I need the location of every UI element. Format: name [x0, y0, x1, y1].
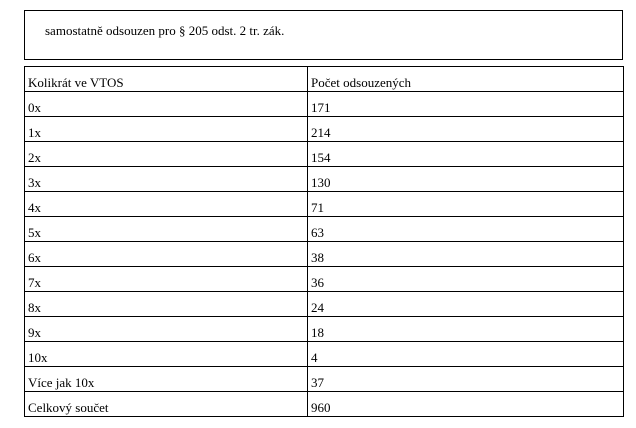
cell-count: 130: [308, 167, 624, 192]
table-row: [25, 142, 624, 167]
table-row: [25, 167, 624, 192]
cell-count: 38: [308, 242, 624, 267]
table-row: [25, 217, 624, 242]
table-total-row: [25, 392, 624, 417]
cell-count: 36: [308, 267, 624, 292]
cell-times: 9x: [25, 317, 308, 342]
table-row: [25, 267, 624, 292]
cell-times: 3x: [25, 167, 308, 192]
cell-count: 154: [308, 142, 624, 167]
cell-count: 37: [308, 367, 624, 392]
table-row: [25, 342, 624, 367]
cell-count: 214: [308, 117, 624, 142]
cell-total-label: Celkový součet: [25, 392, 308, 417]
header-times-in-prison: Kolikrát ve VTOS: [25, 67, 308, 92]
cell-times: Více jak 10x: [25, 367, 308, 392]
table-header-row: [25, 67, 624, 92]
cell-times: 4x: [25, 192, 308, 217]
table-caption: samostatně odsouzen pro § 205 odst. 2 tr. zák.: [45, 23, 285, 38]
cell-times: 10x: [25, 342, 308, 367]
cell-times: 0x: [25, 92, 308, 117]
cell-times: 8x: [25, 292, 308, 317]
cell-times: 6x: [25, 242, 308, 267]
cell-count: 71: [308, 192, 624, 217]
table-row: [25, 92, 624, 117]
header-number-convicted: Počet odsouzených: [308, 67, 624, 92]
table-row: [25, 117, 624, 142]
table-row: [25, 242, 624, 267]
clipped-previous-line: [26, 0, 66, 3]
table-row: [25, 317, 624, 342]
cell-count: 18: [308, 317, 624, 342]
table-row: [25, 367, 624, 392]
cell-count: 4: [308, 342, 624, 367]
convictions-table: [24, 66, 624, 417]
cell-count: 24: [308, 292, 624, 317]
cell-total-value: 960: [308, 392, 624, 417]
cell-times: 5x: [25, 217, 308, 242]
cell-times: 7x: [25, 267, 308, 292]
cell-times: 1x: [25, 117, 308, 142]
cell-count: 63: [308, 217, 624, 242]
table-row: [25, 192, 624, 217]
table-row: [25, 292, 624, 317]
table-caption-box: [24, 10, 623, 60]
cell-times: 2x: [25, 142, 308, 167]
cell-count: 171: [308, 92, 624, 117]
